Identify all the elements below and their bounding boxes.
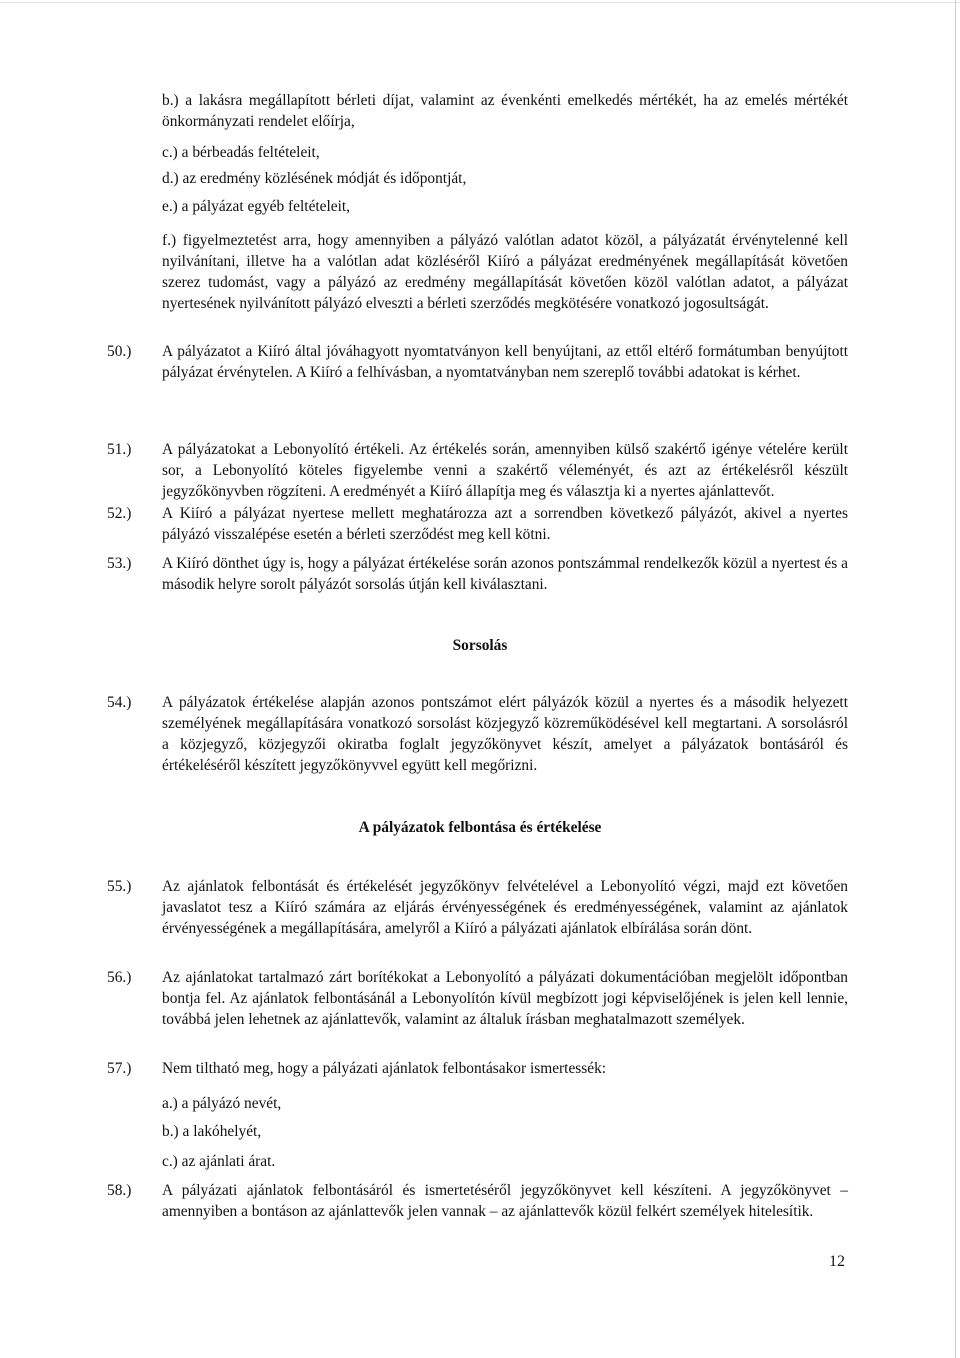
para-number-54: 54.) [107, 694, 132, 711]
item-text: a lakásra megállapított bérleti díjat, valamint az évenkénti emelkedés mértékét, ha az emelés mértékét önkormányzati rendelet előírja, [162, 92, 848, 130]
scan-edge-top [0, 2, 960, 3]
page-number: 12 [829, 1253, 845, 1270]
list-item-f [162, 230, 848, 314]
item-label: a.) [162, 1095, 178, 1112]
list-item-e [162, 196, 350, 217]
para-52: A Kiíró a pályázat nyertese mellett meghatározza azt a sorrendben következő pályázót, akivel a nyertes pályázó visszalépése esetén a bérleti szerződést meg kell kötni. [162, 505, 848, 543]
para-57: Nem tiltható meg, hogy a pályázati ajánlatok felbontásakor ismertessék: [162, 1060, 607, 1077]
list-item-57-b [162, 1121, 261, 1142]
item-label: c.) [162, 144, 178, 161]
item-text: az eredmény közlésének módját és időpontját, [182, 170, 467, 187]
heading-felbontas: A pályázatok felbontása és értékelése [358, 819, 602, 836]
item-label: b.) [162, 92, 179, 109]
para-number-53: 53.) [107, 555, 132, 572]
list-item-b [162, 90, 848, 132]
item-label: b.) [162, 1123, 179, 1140]
scan-edge-right [955, 0, 956, 1358]
para-number-56: 56.) [107, 969, 132, 986]
list-item-d [162, 168, 466, 189]
para-number-51: 51.) [107, 441, 132, 458]
list-item-c [162, 142, 320, 163]
item-label: f.) [162, 232, 177, 249]
list-item-57-a [162, 1093, 281, 1114]
para-50: A pályázatot a Kiíró által jóváhagyott nyomtatványon kell benyújtani, az ettől eltérő formátumban benyújtott pályázat érvénytelen. A Kiíró a felhívásban, a nyomtatványban nem szereplő további adatokat is kérhet. [162, 343, 848, 381]
para-54: A pályázatok értékelése alapján azonos pontszámot elért pályázók közül a nyertes és a második helyezett személyének megállapítására vonatkozó sorsolást közjegyző közreműködésével kell megtartani. A sorsolásról a közjegyző, közjegyzői okiratba foglalt jegyzőkönyvet készít, amelyet a pályázatok bontásáról és értékeléséről készített jegyzőkönyvvel együtt kell megőrizni. [162, 694, 848, 774]
list-item-57-c [162, 1151, 275, 1172]
para-53: A Kiíró dönthet úgy is, hogy a pályázat értékelése során azonos pontszámmal rendelkezők közül a nyertest és a második helyre sorolt pályázót sorsolás útján kell kiválasztani. [162, 555, 848, 593]
para-56: Az ajánlatokat tartalmazó zárt borítékokat a Lebonyolító a pályázati dokumentációban megjelölt időpontban bontja fel. Az ajánlatok felbontásánál a Lebonyolítón kívül megbízott jogi képviselőjének is jelen kell lennie, továbbá jelen lehetnek az ajánlattevők, valamint az általuk írásban meghatalmazott személyek. [162, 969, 848, 1028]
para-number-58: 58.) [107, 1182, 132, 1199]
para-51: A pályázatokat a Lebonyolító értékeli. Az értékelés során, amennyiben külső szakértő igénye vételére került sor, a Lebonyolító köteles figyelembe venni a szakértő véleményét, és azt az értékelésről készült jegyzőkönyvben rögzíteni. A eredményét a Kiíró állapítja meg és választja ki a nyertes ajánlattevőt. [162, 441, 848, 500]
item-text: a lakóhelyét, [182, 1123, 262, 1140]
para-number-50: 50.) [107, 343, 132, 360]
heading-sorsolas: Sorsolás [452, 637, 508, 654]
item-text: a pályázat egyéb feltételeit, [181, 198, 351, 215]
item-label: c.) [162, 1153, 178, 1170]
item-text: a bérbeadás feltételeit, [181, 144, 320, 161]
item-text: az ajánlati árat. [181, 1153, 276, 1170]
para-number-55: 55.) [107, 878, 132, 895]
para-55: Az ajánlatok felbontását és értékelését jegyzőkönyv felvételével a Lebonyolító végzi, majd ezt követően javaslatot tesz a Kiíró számára az eljárás érvényességének és eredményességének, valamint az ajánlatok érvényességének a megállapítására, amelyről a Kiíró a pályázati ajánlatok elbírálása során dönt. [162, 878, 848, 937]
item-text: figyelmeztetést arra, hogy amennyiben a pályázó valótlan adatot közöl, a pályázatát érvénytelenné kell nyilvánítani, illetve ha a valótlan adat közléséről Kiíró a pályázat eredményének megállapítását követően szerez tudomást, vagy a pályázó az eredmény megállapítását követően közöl valótlan adatot, a pályázat nyertesének nyilvánított pályázó elveszti a bérleti szerződés megkötésére vonatkozó jogosultságát. [162, 232, 848, 312]
para-number-52: 52.) [107, 505, 132, 522]
para-number-57: 57.) [107, 1060, 132, 1077]
item-label: e.) [162, 198, 178, 215]
para-58: A pályázati ajánlatok felbontásáról és ismertetéséről jegyzőkönyvet kell készíteni. A jegyzőkönyvet – amennyiben a bontáson az ajánlattevők jelen vannak – az ajánlattevők közül felkért személyek hitelesítik. [162, 1182, 848, 1220]
item-label: d.) [162, 170, 179, 187]
item-text: a pályázó nevét, [181, 1095, 282, 1112]
